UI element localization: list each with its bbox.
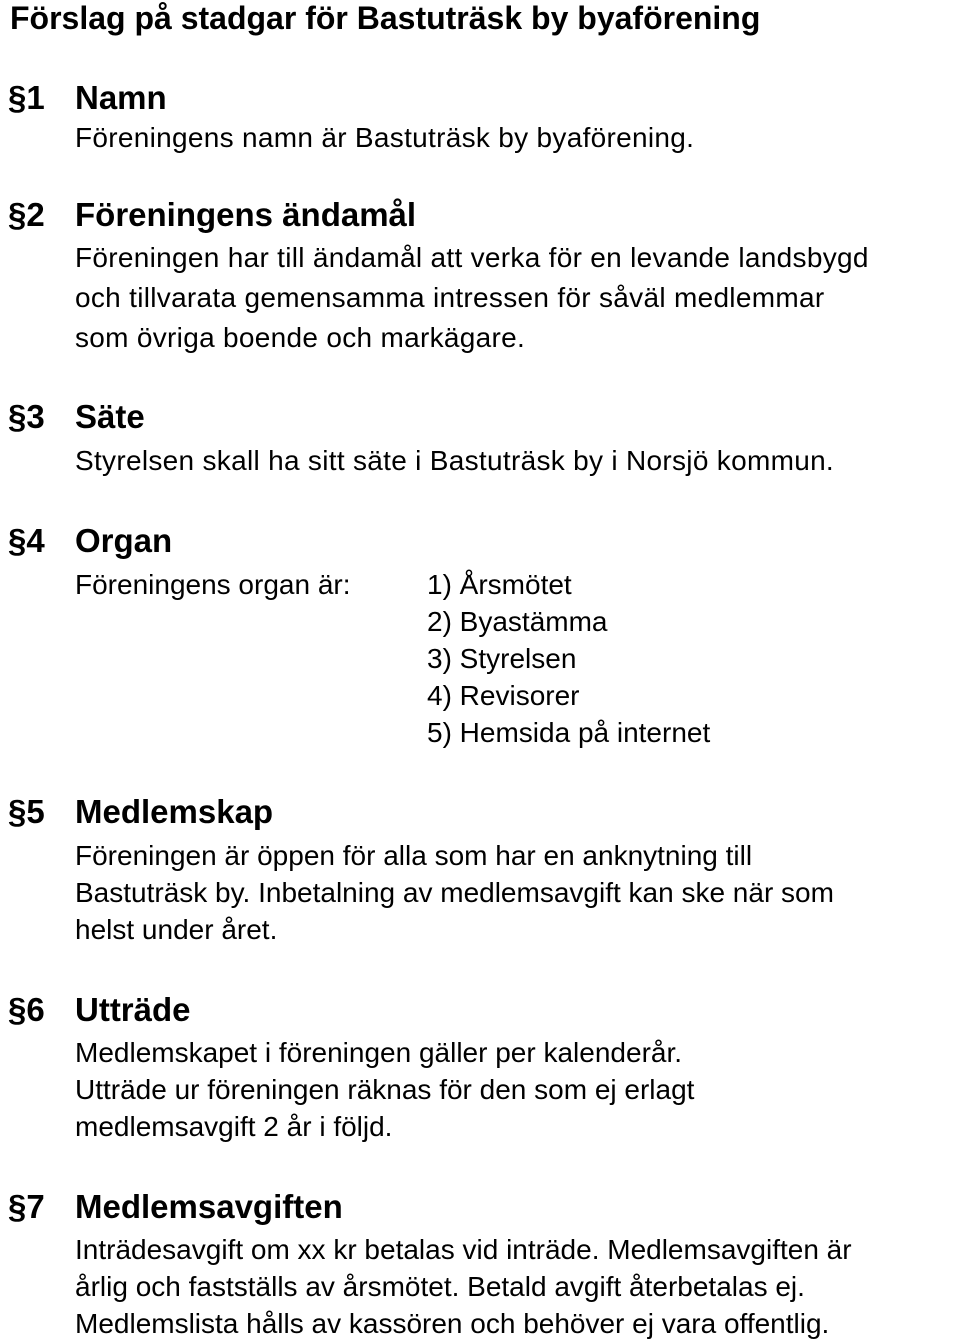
- body-line: Bastuträsk by. Inbetalning av medlemsavgift kan ske när som: [75, 877, 834, 908]
- section-body: [75, 238, 869, 358]
- organ-item: 3) Styrelsen: [427, 643, 577, 674]
- section-number: §5: [8, 793, 45, 830]
- section-body: [75, 441, 834, 481]
- section-heading: Medlemskap: [75, 793, 274, 830]
- section-body: [75, 1034, 694, 1145]
- section-number: §3: [8, 398, 45, 435]
- body-line: Medlemskapet i föreningen gäller per kalenderår.: [75, 1037, 683, 1068]
- organ-item: 1) Årsmötet: [427, 569, 572, 600]
- organ-label: Föreningens organ är:: [75, 569, 351, 600]
- body-line: Inträdesavgift om xx kr betalas vid inträde. Medlemsavgiften är: [75, 1234, 852, 1265]
- section-number: §6: [8, 991, 45, 1028]
- section-heading: Föreningens ändamål: [75, 196, 417, 233]
- body-line: som övriga boende och markägare.: [75, 322, 526, 353]
- body-line: Föreningen är öppen för alla som har en anknytning till: [75, 840, 753, 871]
- organ-item: 4) Revisorer: [427, 680, 580, 711]
- section-body: [75, 837, 834, 948]
- section-heading: Medlemsavgiften: [75, 1188, 343, 1225]
- organ-item: 5) Hemsida på internet: [427, 717, 711, 748]
- body-line: medlemsavgift 2 år i följd.: [75, 1111, 393, 1142]
- section-number: §7: [8, 1188, 45, 1225]
- body-line: och tillvarata gemensamma intressen för såväl medlemmar: [75, 282, 825, 313]
- section-heading: Säte: [75, 398, 145, 435]
- body-line: Styrelsen skall ha sitt säte i Bastuträsk by i Norsjö kommun.: [75, 445, 835, 476]
- section-heading: Utträde: [75, 991, 191, 1028]
- document-title: Förslag på stadgar för Bastuträsk by byaförening: [10, 0, 761, 36]
- section-number: §2: [8, 196, 45, 233]
- body-line: Föreningens namn är Bastuträsk by byaförening.: [75, 122, 695, 153]
- body-line: Föreningen har till ändamål att verka för en levande landsbygd: [75, 242, 869, 273]
- body-line: Medlemslista hålls av kassören och behöver ej vara offentlig.: [75, 1308, 830, 1339]
- section-heading: Namn: [75, 79, 167, 116]
- organ-list: [427, 566, 710, 751]
- section-number: §4: [8, 522, 45, 559]
- organ-item: 2) Byastämma: [427, 606, 608, 637]
- section-number: §1: [8, 79, 45, 116]
- body-line: helst under året.: [75, 914, 278, 945]
- section-body: [75, 118, 694, 158]
- body-line: årlig och fastställs av årsmötet. Betald avgift återbetalas ej.: [75, 1271, 805, 1302]
- section-heading: Organ: [75, 522, 173, 559]
- section-body: [75, 1231, 852, 1342]
- body-line: Utträde ur föreningen räknas för den som ej erlagt: [75, 1074, 695, 1105]
